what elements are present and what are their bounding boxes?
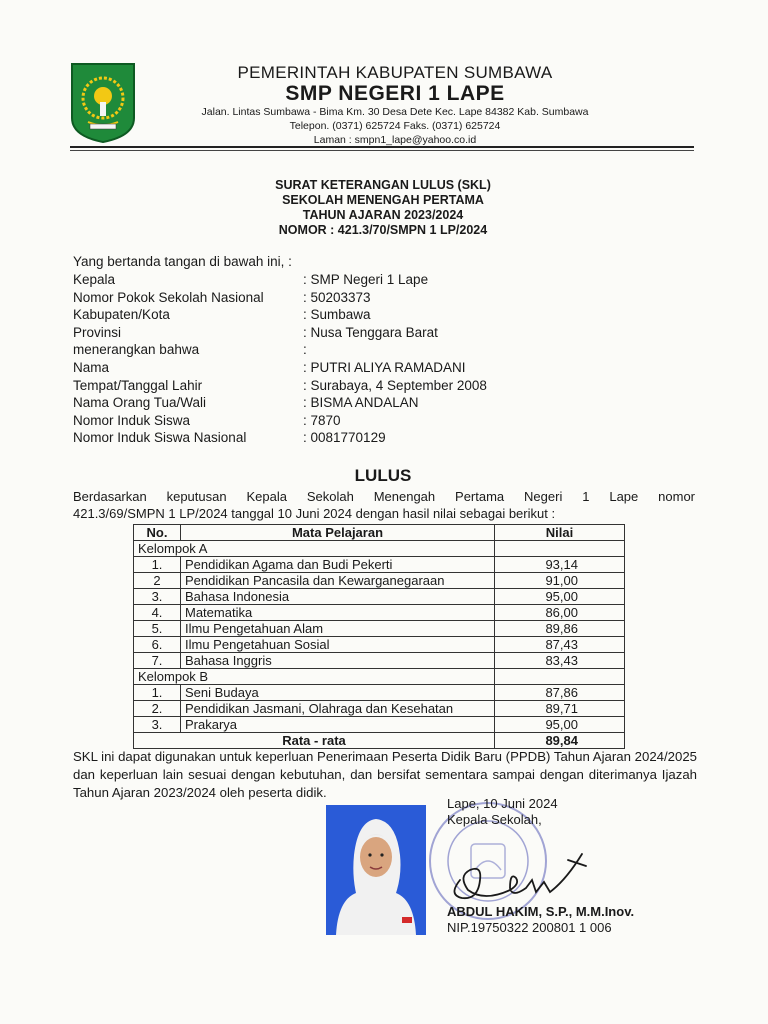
cell-subject: Matematika xyxy=(181,605,495,621)
cell-score: 95,00 xyxy=(495,589,625,605)
student-photo xyxy=(326,805,426,935)
identity-label: menerangkan bahwa xyxy=(73,342,200,358)
letterhead-rule-thin xyxy=(70,150,694,151)
group-label: Kelompok B xyxy=(134,669,495,685)
identity-value: : Surabaya, 4 September 2008 xyxy=(303,377,487,393)
identity-label: Nama Orang Tua/Wali xyxy=(73,395,207,411)
table-row xyxy=(134,605,625,621)
cell-score: 89,71 xyxy=(495,701,625,717)
identity-intro: Yang bertanda tangan di bawah ini, : xyxy=(73,254,292,269)
grades-body xyxy=(134,541,625,749)
identity-value: : 0081770129 xyxy=(303,430,386,446)
table-row xyxy=(134,637,625,653)
cell-no: 7. xyxy=(134,653,181,669)
cell-no: 5. xyxy=(134,621,181,637)
average-label: Rata - rata xyxy=(134,733,495,749)
header-subject: Mata Pelajaran xyxy=(181,525,495,541)
identity-value: : PUTRI ALIYA RAMADANI xyxy=(303,360,466,375)
cell-no: 3. xyxy=(134,717,181,733)
cell-score: 87,86 xyxy=(495,685,625,701)
table-row xyxy=(134,589,625,605)
identity-label: Kabupaten/Kota xyxy=(73,307,170,323)
header-no: No. xyxy=(134,525,181,541)
table-row xyxy=(134,685,625,701)
sumbawa-crest-icon xyxy=(70,62,136,144)
table-row xyxy=(134,701,625,717)
table-row xyxy=(134,621,625,637)
address-line: Jalan. Lintas Sumbawa - Bima Km. 30 Desa Dete Kec. Lape 84382 Kab. Sumbawa xyxy=(201,106,589,118)
signature-position: Kepala Sekolah, xyxy=(447,812,542,827)
identity-label: Nomor Induk Siswa Nasional xyxy=(73,430,247,446)
basis-line-1: Berdasarkan keputusan Kepala Sekolah Menengah Pertama Negeri 1 Lape nomor xyxy=(73,489,695,504)
cell-score: 86,00 xyxy=(495,605,625,621)
cell-subject: Bahasa Inggris xyxy=(181,653,495,669)
identity-label: Kepala xyxy=(73,272,116,287)
cell-no: 4. xyxy=(134,605,181,621)
cell-score: 83,43 xyxy=(495,653,625,669)
closing-paragraph: SKL ini dapat digunakan untuk keperluan Penerimaan Peserta Didik Baru (PPDB) Tahun Ajaran 2024/2025 dan keperluan lain sesuai dengan kebutuhan, dan bersifat sementara sampai dengan diterimanya Ijazah Tahun Ajaran 2023/2024 oleh peserta didik. xyxy=(73,749,697,800)
identity-label: Nomor Pokok Sekolah Nasional xyxy=(73,289,264,305)
group-empty-cell xyxy=(495,541,625,557)
identity-label: Nama xyxy=(73,360,110,375)
grades-table xyxy=(133,524,625,749)
cell-no: 2. xyxy=(134,701,181,717)
cell-no: 1. xyxy=(134,557,181,573)
regency-logo xyxy=(70,62,136,144)
cell-subject: Bahasa Indonesia xyxy=(181,589,495,605)
header-score: Nilai xyxy=(495,525,625,541)
academic-year: TAHUN AJARAN 2023/2024 xyxy=(302,208,464,222)
cell-score: 91,00 xyxy=(495,573,625,589)
identity-value: : SMP Negeri 1 Lape xyxy=(303,272,429,287)
table-row xyxy=(134,653,625,669)
cell-score: 87,43 xyxy=(495,637,625,653)
handwritten-signature xyxy=(440,840,590,910)
identity-label: Nomor Induk Siswa xyxy=(73,412,191,428)
table-row xyxy=(134,557,625,573)
identity-value: : BISMA ANDALAN xyxy=(303,395,419,411)
average-value: 89,84 xyxy=(495,733,625,749)
identity-label: Tempat/Tanggal Lahir xyxy=(73,377,203,393)
document-title: SURAT KETERANGAN LULUS (SKL) xyxy=(275,178,491,192)
cell-subject: Prakarya xyxy=(181,717,495,733)
identity-value: : Sumbawa xyxy=(303,307,371,323)
table-row xyxy=(134,573,625,589)
cell-subject: Pendidikan Pancasila dan Kewarganegaraan xyxy=(181,573,495,589)
identity-label: Provinsi xyxy=(73,324,122,340)
web-line: Laman : smpn1_lape@yahoo.co.id xyxy=(313,134,477,146)
identity-value: : Nusa Tenggara Barat xyxy=(303,324,438,340)
cell-score: 89,86 xyxy=(495,621,625,637)
group-row xyxy=(134,669,625,685)
cell-subject: Pendidikan Jasmani, Olahraga dan Kesehatan xyxy=(181,701,495,717)
cell-subject: Seni Budaya xyxy=(181,685,495,701)
group-empty-cell xyxy=(495,669,625,685)
graduation-status: LULUS xyxy=(354,466,412,485)
table-row xyxy=(134,717,625,733)
principal-nip: NIP.19750322 200801 1 006 xyxy=(447,920,612,935)
table-header-row xyxy=(134,525,625,541)
school-name: SMP NEGERI 1 LAPE xyxy=(285,82,505,105)
cell-score: 95,00 xyxy=(495,717,625,733)
cell-score: 93,14 xyxy=(495,557,625,573)
document-number: NOMOR : 421.3/70/SMPN 1 LP/2024 xyxy=(278,223,488,237)
group-label: Kelompok A xyxy=(134,541,495,557)
identity-value: : xyxy=(303,342,307,358)
cell-no: 3. xyxy=(134,589,181,605)
cell-no: 6. xyxy=(134,637,181,653)
cell-subject: Ilmu Pengetahuan Sosial xyxy=(181,637,495,653)
identity-value: : 50203373 xyxy=(303,289,371,305)
basis-line-2: 421.3/69/SMPN 1 LP/2024 tanggal 10 Juni 2024 dengan hasil nilai sebagai berikut : xyxy=(73,506,556,521)
cell-no: 2 xyxy=(134,573,181,589)
letterhead-rule-thick xyxy=(70,146,694,148)
group-row xyxy=(134,541,625,557)
signature-scribble-icon xyxy=(440,840,590,910)
document-subtitle: SEKOLAH MENENGAH PERTAMA xyxy=(282,193,484,207)
cell-no: 1. xyxy=(134,685,181,701)
government-name: PEMERINTAH KABUPATEN SUMBAWA xyxy=(237,63,553,82)
phone-line: Telepon. (0371) 625724 Faks. (0371) 625724 xyxy=(289,120,501,132)
cell-subject: Pendidikan Agama dan Budi Pekerti xyxy=(181,557,495,573)
principal-name: ABDUL HAKIM, S.P., M.M.Inov. xyxy=(447,904,635,919)
signature-place-date: Lape, 10 Juni 2024 xyxy=(447,796,558,811)
cell-subject: Ilmu Pengetahuan Alam xyxy=(181,621,495,637)
identity-value: : 7870 xyxy=(303,412,341,428)
average-row xyxy=(134,733,625,749)
